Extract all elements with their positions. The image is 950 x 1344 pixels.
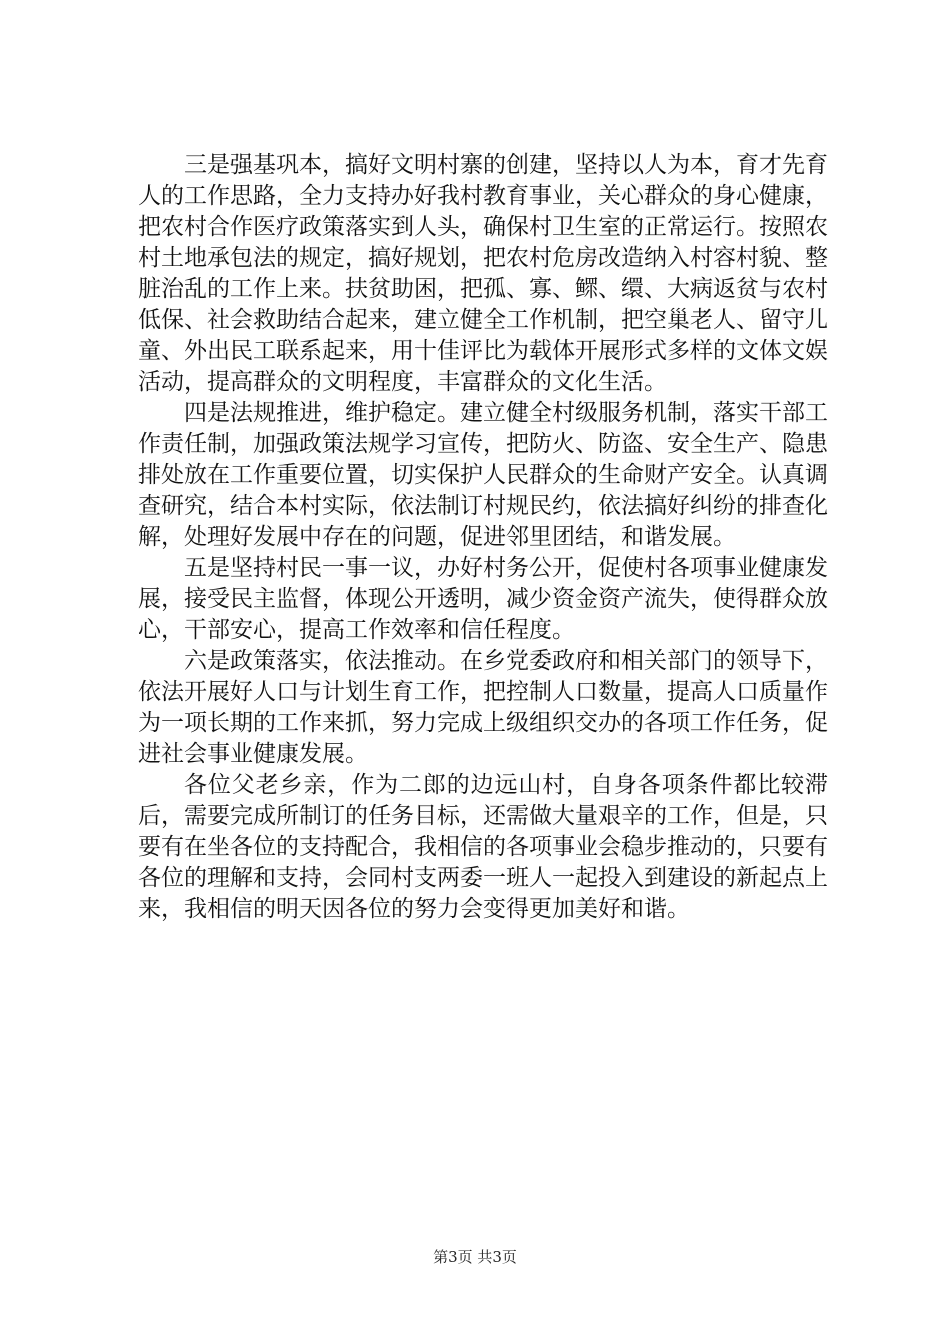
paragraph-closing: 各位父老乡亲，作为二郎的边远山村，自身各项条件都比较滞后，需要完成所制订的任务目标，还需做大量艰辛的工作，但是，只要有在坐各位的支持配合，我相信的各项事业会稳步推动的，只要有各位的理解和支持，会同村支两委一班人一起投入到建设的新起点上来，我相信的明天因各位的努力会变得更加美好和谐。 [138, 772, 828, 922]
paragraph-5-village-affairs: 五是坚持村民一事一议，办好村务公开，促使村各项事业健康发展，接受民主监督，体现公开透明，减少资金资产流失，使得群众放心，干部安心，提高工作效率和信任程度。 [138, 555, 828, 643]
paragraph-3-strengthen-foundation: 三是强基巩本，搞好文明村寨的创建，坚持以人为本，育才先育人的工作思路，全力支持办好我村教育事业，关心群众的身心健康，把农村合作医疗政策落实到人头，确保村卫生室的正常运行。按照农村土地承包法的规定，搞好规划，把农村危房改造纳入村容村貌、整脏治乱的工作上来。扶贫助困，把孤、寡、鳏、缳、大病返贫与农村低保、社会救助结合起来，建立健全工作机制，把空巢老人、留守儿童、外出民工联系起来，用十佳评比为载体开展形式多样的文体文娱活动，提高群众的文明程度，丰富群众的文化生活。 [138, 152, 828, 395]
page-number-footer: 第3页 共3页 [433, 1248, 517, 1266]
paragraph-4-regulations: 四是法规推进，维护稳定。建立健全村级服务机制，落实干部工作责任制，加强政策法规学习宣传，把防火、防盗、安全生产、隐患排处放在工作重要位置，切实保护人民群众的生命财产安全。认真调查研究，结合本村实际，依法制订村规民约，依法搞好纠纷的排查化解，处理好发展中存在的问题，促进邻里团结，和谐发展。 [138, 400, 828, 550]
paragraph-6-policy: 六是政策落实，依法推动。在乡党委政府和相关部门的领导下，依法开展好人口与计划生育工作，把控制人口数量，提高人口质量作为一项长期的工作来抓，努力完成上级组织交办的各项工作任务，促进社会事业健康发展。 [138, 648, 828, 767]
document-body [138, 150, 828, 925]
